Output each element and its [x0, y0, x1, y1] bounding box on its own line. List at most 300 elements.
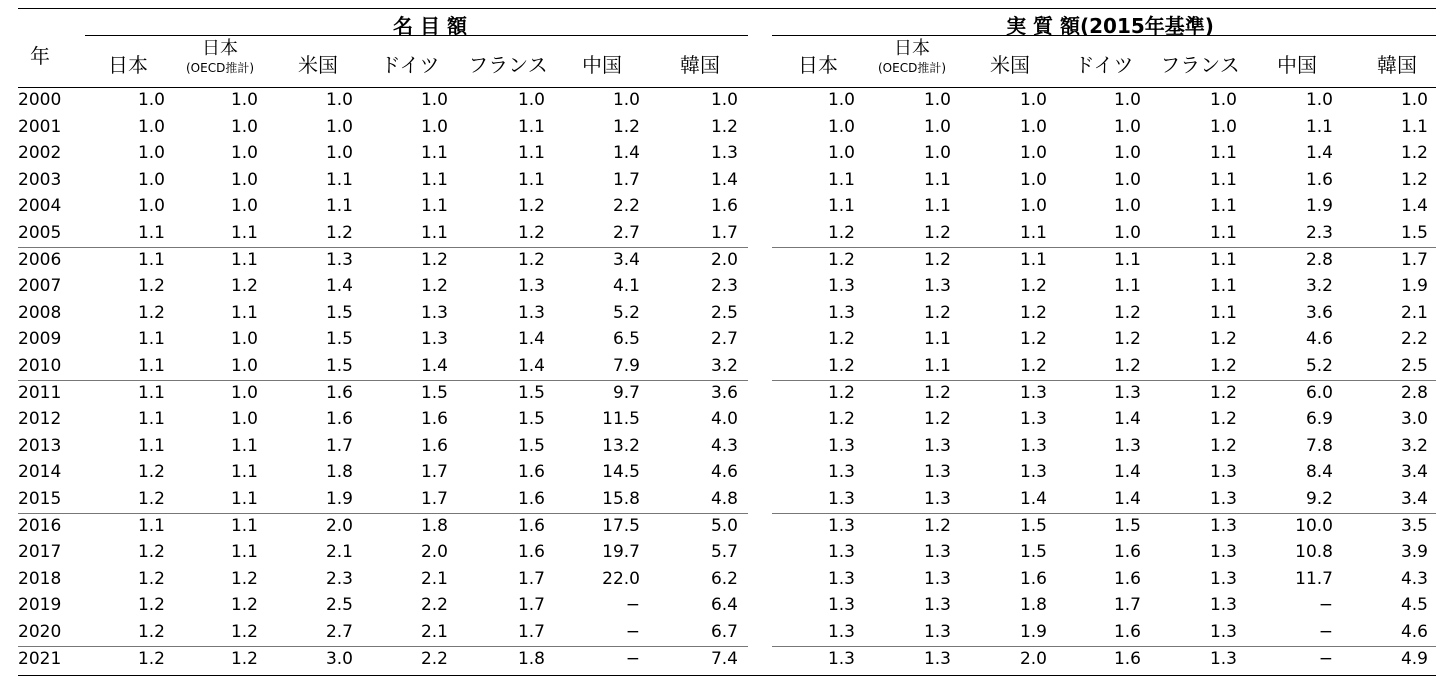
real-cell-germany: 1.2: [1113, 356, 1141, 376]
nominal-cell-us: 2.7: [325, 622, 353, 642]
real-cell-france: 1.1: [1209, 223, 1237, 243]
real-cell-korea: 1.2: [1400, 143, 1428, 164]
nominal-cell-france: 1.2: [517, 196, 545, 217]
nominal-cell-japan-oecd: 1.2: [230, 568, 258, 589]
real-cell-japan-oecd: 1.1: [923, 356, 951, 376]
real-cell-us: 1.5: [1019, 515, 1047, 536]
nominal-cell-china: 9.7: [612, 382, 640, 403]
nominal-cell-japan-oecd: 1.1: [230, 302, 258, 323]
real-cell-france: 1.1: [1209, 143, 1237, 164]
real-cell-china: 3.2: [1305, 276, 1333, 297]
real-cell-us: 1.3: [1019, 462, 1047, 483]
real-cell-japan: 1.3: [827, 595, 855, 616]
real-cell-japan: 1.3: [827, 515, 855, 536]
nominal-cell-japan-oecd: 1.1: [230, 489, 258, 509]
nominal-cell-france: 1.5: [517, 409, 545, 430]
nominal-cell-japan-oecd: 1.1: [230, 462, 258, 483]
nominal-cell-us: 1.9: [325, 489, 353, 509]
year-column-header: 年: [30, 44, 50, 68]
real-cell-japan-oecd: 1.3: [923, 622, 951, 642]
nominal-header-us: 米国: [298, 53, 338, 77]
nominal-cell-japan-oecd: 1.1: [230, 435, 258, 456]
real-header-japan-oecd: [862, 40, 962, 74]
nominal-cell-korea: 2.7: [710, 329, 738, 350]
nominal-cell-china: 1.4: [612, 143, 640, 164]
real-cell-korea: 1.5: [1400, 223, 1428, 243]
nominal-cell-germany: 2.2: [420, 595, 448, 616]
real-cell-japan: 1.3: [827, 489, 855, 509]
real-cell-japan-oecd: 1.2: [923, 249, 951, 270]
real-cell-germany: 1.2: [1113, 302, 1141, 323]
year-cell: 2009: [18, 329, 62, 350]
real-cell-japan: 1.3: [827, 648, 855, 669]
nominal-cell-japan-oecd: 1.0: [230, 329, 258, 350]
nominal-cell-japan: 1.0: [137, 90, 165, 110]
nominal-cell-france: 1.4: [517, 356, 545, 376]
real-cell-japan-oecd: 1.0: [923, 90, 951, 110]
nominal-cell-japan-oecd: 1.1: [230, 223, 258, 243]
year-cell: 2003: [18, 169, 62, 190]
real-cell-japan-oecd: 1.2: [923, 302, 951, 323]
nominal-cell-japan: 1.2: [137, 302, 165, 323]
nominal-cell-germany: 1.8: [420, 515, 448, 536]
real-cell-japan-oecd: 1.2: [923, 382, 951, 403]
real-cell-china: 8.4: [1305, 462, 1333, 483]
real-cell-germany: 1.6: [1113, 542, 1141, 563]
real-cell-china: 6.9: [1305, 409, 1333, 430]
year-cell: 2015: [18, 489, 62, 509]
nominal-cell-germany: 1.0: [420, 90, 448, 110]
real-header-korea: 韓国: [1377, 53, 1417, 77]
nominal-header-japan: 日本: [108, 53, 148, 77]
year-cell: 2018: [18, 568, 62, 589]
real-cell-japan: 1.1: [827, 169, 855, 190]
nominal-cell-france: 1.6: [517, 542, 545, 563]
nominal-cell-france: 1.7: [517, 568, 545, 589]
real-cell-france: 1.1: [1209, 302, 1237, 323]
real-cell-japan: 1.3: [827, 542, 855, 563]
real-cell-japan: 1.3: [827, 462, 855, 483]
nominal-cell-japan: 1.2: [137, 462, 165, 483]
real-cell-france: 1.3: [1209, 595, 1237, 616]
real-cell-france: 1.2: [1209, 409, 1237, 430]
year-cell: 2008: [18, 302, 62, 323]
real-cell-china: 10.0: [1295, 515, 1333, 536]
year-cell: 2011: [18, 382, 62, 403]
real-cell-japan-oecd: 1.0: [923, 143, 951, 164]
nominal-cell-china: 1.0: [612, 90, 640, 110]
nominal-cell-japan: 1.1: [137, 382, 165, 403]
nominal-cell-japan-oecd: 1.2: [230, 648, 258, 669]
nominal-cell-japan-oecd: 1.2: [230, 276, 258, 297]
real-cell-us: 1.0: [1019, 169, 1047, 190]
nominal-cell-us: 1.5: [325, 302, 353, 323]
year-cell: 2005: [18, 223, 62, 243]
real-cell-korea: 3.9: [1400, 542, 1428, 563]
real-cell-japan-oecd: 1.3: [923, 435, 951, 456]
real-cell-us: 1.1: [1019, 249, 1047, 270]
nominal-cell-korea: 1.3: [710, 143, 738, 164]
nominal-cell-china: 14.5: [602, 462, 640, 483]
nominal-cell-japan: 1.2: [137, 622, 165, 642]
nominal-header-france: フランス: [468, 53, 548, 77]
nominal-header-japan-oecd-sublabel: (OECD推計): [185, 61, 254, 75]
nominal-cell-germany: 1.0: [420, 116, 448, 137]
real-cell-japan-oecd: 1.3: [923, 542, 951, 563]
nominal-cell-us: 1.7: [325, 435, 353, 456]
real-cell-korea: 1.9: [1400, 276, 1428, 297]
nominal-cell-japan-oecd: 1.0: [230, 382, 258, 403]
real-cell-korea: 1.0: [1400, 90, 1428, 110]
real-cell-us: 1.5: [1019, 542, 1047, 563]
nominal-cell-china: 2.7: [612, 223, 640, 243]
year-cell: 2004: [18, 196, 62, 217]
nominal-cell-korea: 2.3: [710, 276, 738, 297]
real-cell-china: 1.0: [1305, 90, 1333, 110]
nominal-cell-japan: 1.2: [137, 648, 165, 669]
real-cell-china: 1.1: [1305, 116, 1333, 137]
bottom-rule: [18, 675, 1436, 676]
real-cell-china: 9.2: [1305, 489, 1333, 509]
nominal-cell-japan-oecd: 1.0: [230, 116, 258, 137]
real-cell-japan-oecd: 1.2: [923, 223, 951, 243]
real-cell-japan-oecd: 1.3: [923, 648, 951, 669]
real-cell-japan: 1.2: [827, 356, 855, 376]
real-cell-france: 1.0: [1209, 90, 1237, 110]
nominal-header-korea: 韓国: [680, 53, 720, 77]
nominal-cell-japan: 1.0: [137, 169, 165, 190]
real-cell-france: 1.1: [1209, 249, 1237, 270]
real-cell-japan-oecd: 1.1: [923, 196, 951, 217]
nominal-cell-france: 1.5: [517, 435, 545, 456]
real-group-rule: [772, 35, 1436, 36]
nominal-cell-france: 1.2: [517, 249, 545, 270]
year-cell: 2012: [18, 409, 62, 430]
real-header-us: 米国: [990, 53, 1030, 77]
nominal-cell-korea: 6.7: [710, 622, 738, 642]
real-cell-japan: 1.3: [827, 302, 855, 323]
real-cell-korea: 1.7: [1400, 249, 1428, 270]
nominal-cell-japan-oecd: 1.0: [230, 169, 258, 190]
real-cell-germany: 1.7: [1113, 595, 1141, 616]
nominal-cell-china: 11.5: [602, 409, 640, 430]
nominal-cell-korea: 4.0: [710, 409, 738, 430]
real-cell-france: 1.1: [1209, 196, 1237, 217]
real-cell-china: −: [1318, 622, 1333, 642]
real-header-germany: ドイツ: [1074, 53, 1134, 77]
real-cell-korea: 3.4: [1400, 462, 1428, 483]
nominal-header-japan-oecd: [170, 40, 270, 74]
real-cell-germany: 1.2: [1113, 329, 1141, 350]
nominal-cell-germany: 1.1: [420, 196, 448, 217]
nominal-cell-us: 2.5: [325, 595, 353, 616]
real-cell-korea: 3.4: [1400, 489, 1428, 509]
nominal-cell-china: 1.2: [612, 116, 640, 137]
nominal-cell-france: 1.6: [517, 462, 545, 483]
real-cell-china: 10.8: [1295, 542, 1333, 563]
real-cell-japan: 1.1: [827, 196, 855, 217]
real-cell-germany: 1.0: [1113, 223, 1141, 243]
nominal-cell-korea: 3.2: [710, 356, 738, 376]
nominal-cell-korea: 1.0: [710, 90, 738, 110]
real-cell-korea: 4.6: [1400, 622, 1428, 642]
real-cell-us: 1.0: [1019, 143, 1047, 164]
nominal-header-china: 中国: [582, 53, 622, 77]
nominal-header-japan-oecd-label: 日本: [202, 38, 238, 59]
year-cell: 2007: [18, 276, 62, 297]
real-cell-japan: 1.3: [827, 622, 855, 642]
real-cell-us: 1.0: [1019, 196, 1047, 217]
real-cell-us: 1.6: [1019, 568, 1047, 589]
nominal-cell-france: 1.3: [517, 302, 545, 323]
nominal-cell-korea: 1.4: [710, 169, 738, 190]
nominal-cell-us: 1.2: [325, 223, 353, 243]
real-cell-korea: 1.1: [1400, 116, 1428, 137]
real-header-japan: 日本: [798, 53, 838, 77]
nominal-cell-japan: 1.2: [137, 489, 165, 509]
real-cell-china: 1.4: [1305, 143, 1333, 164]
real-cell-japan-oecd: 1.3: [923, 489, 951, 509]
nominal-cell-korea: 4.8: [710, 489, 738, 509]
real-cell-france: 1.3: [1209, 542, 1237, 563]
real-cell-japan: 1.3: [827, 568, 855, 589]
nominal-cell-japan: 1.0: [137, 143, 165, 164]
real-cell-japan: 1.2: [827, 223, 855, 243]
real-cell-us: 1.0: [1019, 116, 1047, 137]
real-cell-germany: 1.0: [1113, 143, 1141, 164]
nominal-cell-france: 1.7: [517, 622, 545, 642]
nominal-cell-france: 1.6: [517, 515, 545, 536]
year-cell: 2013: [18, 435, 62, 456]
real-cell-germany: 1.6: [1113, 568, 1141, 589]
real-cell-germany: 1.4: [1113, 409, 1141, 430]
real-cell-korea: 4.9: [1400, 648, 1428, 669]
real-cell-japan-oecd: 1.3: [923, 595, 951, 616]
real-cell-japan: 1.3: [827, 435, 855, 456]
real-cell-us: 1.2: [1019, 302, 1047, 323]
nominal-cell-korea: 2.0: [710, 249, 738, 270]
real-cell-germany: 1.6: [1113, 622, 1141, 642]
nominal-cell-japan-oecd: 1.0: [230, 143, 258, 164]
real-cell-germany: 1.4: [1113, 462, 1141, 483]
nominal-cell-korea: 4.6: [710, 462, 738, 483]
nominal-cell-germany: 1.6: [420, 409, 448, 430]
nominal-cell-china: 15.8: [602, 489, 640, 509]
real-cell-france: 1.3: [1209, 515, 1237, 536]
nominal-cell-korea: 1.7: [710, 223, 738, 243]
nominal-cell-japan-oecd: 1.0: [230, 196, 258, 217]
nominal-cell-us: 1.6: [325, 382, 353, 403]
nominal-cell-japan-oecd: 1.1: [230, 542, 258, 563]
real-cell-us: 1.3: [1019, 382, 1047, 403]
nominal-cell-korea: 4.3: [710, 435, 738, 456]
nominal-cell-germany: 1.1: [420, 143, 448, 164]
real-header-japan-oecd-sublabel: (OECD推計): [877, 61, 946, 75]
real-cell-china: 2.3: [1305, 223, 1333, 243]
real-cell-france: 1.1: [1209, 169, 1237, 190]
year-cell: 2006: [18, 249, 62, 270]
nominal-cell-japan: 1.1: [137, 409, 165, 430]
nominal-cell-us: 1.3: [325, 249, 353, 270]
nominal-cell-korea: 5.7: [710, 542, 738, 563]
nominal-cell-us: 3.0: [325, 648, 353, 669]
real-cell-korea: 1.2: [1400, 169, 1428, 190]
real-cell-japan-oecd: 1.1: [923, 329, 951, 350]
nominal-cell-japan: 1.1: [137, 329, 165, 350]
nominal-cell-japan-oecd: 1.1: [230, 249, 258, 270]
nominal-cell-us: 2.3: [325, 568, 353, 589]
real-cell-china: 1.9: [1305, 196, 1333, 217]
nominal-header-germany: ドイツ: [380, 53, 440, 77]
nominal-cell-china: 4.1: [612, 276, 640, 297]
real-cell-japan-oecd: 1.3: [923, 568, 951, 589]
real-cell-germany: 1.1: [1113, 276, 1141, 297]
real-cell-us: 1.9: [1019, 622, 1047, 642]
real-cell-france: 1.2: [1209, 356, 1237, 376]
nominal-cell-france: 1.2: [517, 223, 545, 243]
real-title: 実 質 額(2015年基準): [1006, 14, 1214, 38]
nominal-cell-germany: 1.1: [420, 223, 448, 243]
nominal-cell-china: −: [625, 595, 640, 616]
real-cell-japan: 1.2: [827, 329, 855, 350]
nominal-cell-korea: 6.4: [710, 595, 738, 616]
real-cell-japan: 1.0: [827, 116, 855, 137]
real-cell-germany: 1.0: [1113, 116, 1141, 137]
real-cell-japan: 1.0: [827, 143, 855, 164]
nominal-cell-germany: 1.1: [420, 169, 448, 190]
real-cell-us: 1.3: [1019, 435, 1047, 456]
nominal-cell-us: 2.1: [325, 542, 353, 563]
real-cell-japan: 1.2: [827, 409, 855, 430]
nominal-cell-germany: 2.1: [420, 622, 448, 642]
nominal-cell-japan: 1.1: [137, 435, 165, 456]
year-cell: 2002: [18, 143, 62, 164]
nominal-cell-japan: 1.2: [137, 542, 165, 563]
year-cell: 2020: [18, 622, 62, 642]
nominal-cell-china: 5.2: [612, 302, 640, 323]
nominal-cell-japan: 1.0: [137, 116, 165, 137]
year-cell: 2021: [18, 648, 62, 669]
nominal-cell-france: 1.6: [517, 489, 545, 509]
real-cell-japan-oecd: 1.3: [923, 462, 951, 483]
nominal-cell-us: 1.1: [325, 196, 353, 217]
year-cell: 2001: [18, 116, 62, 137]
real-cell-us: 1.8: [1019, 595, 1047, 616]
year-cell: 2014: [18, 462, 62, 483]
nominal-cell-germany: 1.7: [420, 489, 448, 509]
real-cell-korea: 2.1: [1400, 302, 1428, 323]
nominal-cell-japan-oecd: 1.0: [230, 356, 258, 376]
real-cell-us: 1.0: [1019, 90, 1047, 110]
real-cell-korea: 3.5: [1400, 515, 1428, 536]
nominal-cell-japan: 1.1: [137, 515, 165, 536]
real-cell-japan-oecd: 1.1: [923, 169, 951, 190]
nominal-cell-china: −: [625, 648, 640, 669]
real-cell-china: 11.7: [1295, 568, 1333, 589]
nominal-cell-korea: 1.6: [710, 196, 738, 217]
nominal-cell-germany: 1.4: [420, 356, 448, 376]
year-cell: 2017: [18, 542, 62, 563]
real-header-france: フランス: [1160, 53, 1240, 77]
nominal-cell-germany: 1.2: [420, 276, 448, 297]
real-cell-france: 1.3: [1209, 648, 1237, 669]
real-cell-china: 6.0: [1305, 382, 1333, 403]
nominal-cell-france: 1.3: [517, 276, 545, 297]
nominal-cell-japan-oecd: 1.0: [230, 90, 258, 110]
nominal-cell-germany: 2.2: [420, 648, 448, 669]
real-cell-korea: 4.5: [1400, 595, 1428, 616]
real-cell-japan: 1.3: [827, 276, 855, 297]
real-cell-us: 1.1: [1019, 223, 1047, 243]
nominal-cell-germany: 2.1: [420, 568, 448, 589]
real-cell-korea: 2.2: [1400, 329, 1428, 350]
nominal-cell-us: 1.6: [325, 409, 353, 430]
real-cell-china: 2.8: [1305, 249, 1333, 270]
year-cell: 2019: [18, 595, 62, 616]
nominal-cell-us: 1.5: [325, 329, 353, 350]
real-cell-china: 1.6: [1305, 169, 1333, 190]
nominal-cell-japan: 1.0: [137, 196, 165, 217]
nominal-cell-germany: 2.0: [420, 542, 448, 563]
real-cell-korea: 1.4: [1400, 196, 1428, 217]
real-cell-japan-oecd: 1.0: [923, 116, 951, 137]
nominal-cell-germany: 1.2: [420, 249, 448, 270]
real-cell-china: 7.8: [1305, 435, 1333, 456]
real-cell-korea: 2.8: [1400, 382, 1428, 403]
nominal-cell-china: 13.2: [602, 435, 640, 456]
real-cell-japan-oecd: 1.2: [923, 515, 951, 536]
real-cell-us: 1.4: [1019, 489, 1047, 509]
nominal-cell-france: 1.1: [517, 116, 545, 137]
real-header-japan-oecd-label: 日本: [894, 38, 930, 59]
real-cell-france: 1.3: [1209, 568, 1237, 589]
real-cell-japan-oecd: 1.3: [923, 276, 951, 297]
nominal-cell-china: 1.7: [612, 169, 640, 190]
real-cell-france: 1.3: [1209, 489, 1237, 509]
real-cell-japan: 1.2: [827, 382, 855, 403]
real-cell-germany: 1.5: [1113, 515, 1141, 536]
nominal-cell-japan: 1.2: [137, 595, 165, 616]
nominal-cell-japan: 1.1: [137, 223, 165, 243]
real-cell-germany: 1.1: [1113, 249, 1141, 270]
nominal-cell-france: 1.4: [517, 329, 545, 350]
nominal-cell-korea: 7.4: [710, 648, 738, 669]
year-cell: 2016: [18, 515, 62, 536]
real-cell-china: 3.6: [1305, 302, 1333, 323]
nominal-cell-germany: 1.3: [420, 302, 448, 323]
real-cell-us: 1.3: [1019, 409, 1047, 430]
nominal-cell-korea: 6.2: [710, 568, 738, 589]
year-cell: 2010: [18, 356, 62, 376]
nominal-cell-china: −: [625, 622, 640, 642]
real-cell-germany: 1.4: [1113, 489, 1141, 509]
nominal-cell-japan-oecd: 1.2: [230, 622, 258, 642]
nominal-cell-us: 2.0: [325, 515, 353, 536]
nominal-cell-china: 22.0: [602, 568, 640, 589]
nominal-cell-germany: 1.3: [420, 329, 448, 350]
real-cell-japan-oecd: 1.2: [923, 409, 951, 430]
real-cell-france: 1.2: [1209, 329, 1237, 350]
nominal-cell-korea: 3.6: [710, 382, 738, 403]
nominal-cell-germany: 1.7: [420, 462, 448, 483]
real-cell-france: 1.3: [1209, 462, 1237, 483]
nominal-cell-us: 1.1: [325, 169, 353, 190]
nominal-cell-france: 1.8: [517, 648, 545, 669]
real-cell-china: 4.6: [1305, 329, 1333, 350]
real-cell-germany: 1.0: [1113, 90, 1141, 110]
real-cell-france: 1.2: [1209, 435, 1237, 456]
nominal-cell-france: 1.0: [517, 90, 545, 110]
